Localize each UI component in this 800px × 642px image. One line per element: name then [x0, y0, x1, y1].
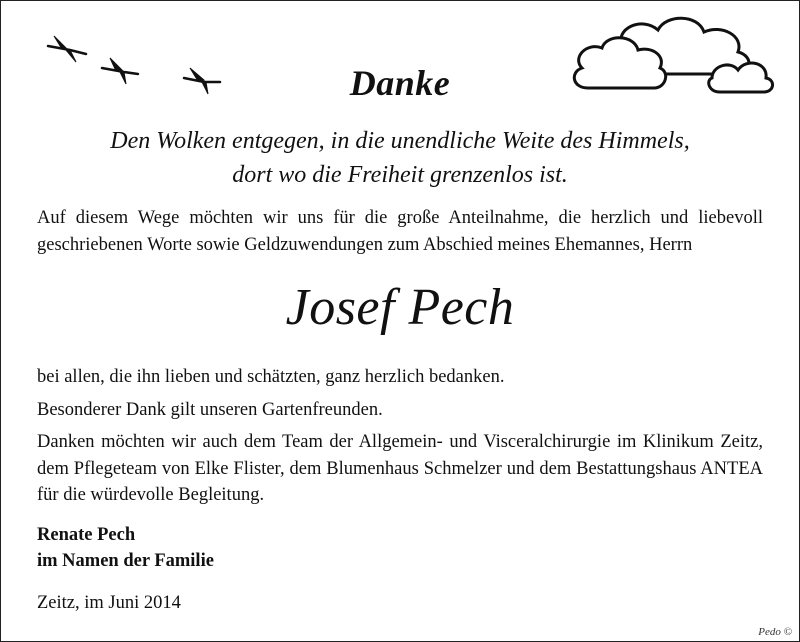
additional-thanks-paragraph: Danken möchten wir auch dem Team der Allgemein- und Visceralchirurgie im Klinikum Zeitz, dem Pflegeteam von Elke Flister, dem Blumenhaus Schmelzer und dem Bestattungshaus ANTEA für die würdevolle Begleitung.: [37, 432, 763, 505]
notice-title: Danke: [349, 63, 451, 103]
motto-line-2: dort wo die Freiheit grenzenlos ist.: [232, 162, 568, 188]
motto-line-1: Den Wolken entgegen, in die unendliche Weite des Himmels,: [110, 128, 690, 154]
special-thanks-paragraph: Besonderer Dank gilt unseren Gartenfreunden.: [37, 400, 383, 420]
deceased-name: Josef Pech: [285, 279, 515, 336]
signature-name: Renate Pech: [37, 525, 136, 545]
designer-credit: Pedo ©: [758, 626, 792, 638]
signature-family: im Namen der Familie: [37, 551, 214, 571]
place-date: Zeitz, im Juni 2014: [37, 593, 181, 613]
thanks-paragraph: bei allen, die ihn lieben und schätzten, ganz herzlich bedanken.: [37, 367, 505, 387]
intro-paragraph: Auf diesem Wege möchten wir uns für die große Anteilnahme, die herzlich und liebevoll geschriebenen Worte sowie Geldzuwendungen zum Abschied meines Ehemannes, Herrn: [37, 208, 763, 255]
